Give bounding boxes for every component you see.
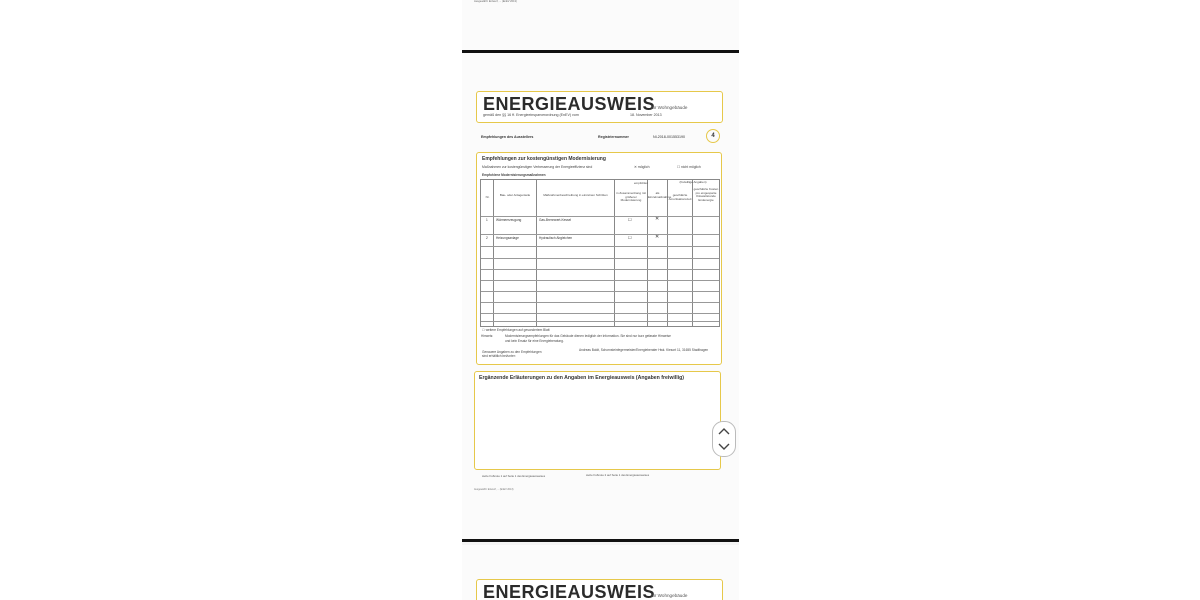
next-page-button[interactable] <box>713 439 735 455</box>
checkbox-possible: ✕ möglich <box>634 165 650 169</box>
recommendations-title: Empfehlungen zur kostengünstigen Modernisierung <box>482 156 606 162</box>
col-recommended: empfohlen <box>633 181 648 185</box>
page-previous <box>462 0 739 50</box>
footnote-2: siehe Fußnote 2 auf Seite 1 des Energieausweises <box>586 473 650 477</box>
col-optional: (freiwillige Angaben) <box>679 180 707 184</box>
col-amortization: geschätzte Amortisationszeit <box>668 193 692 201</box>
page-separator <box>462 539 739 542</box>
row-in-context-checkbox: ☐ <box>628 235 632 240</box>
chevron-up-icon <box>718 427 730 435</box>
row-nr: 2 <box>486 236 488 240</box>
more-info-label: Genauere Angaben zu den Empfehlungen sind erhältlich bei/unter: <box>482 350 542 359</box>
certificate-subtitle: für Wohngebäude <box>651 105 688 110</box>
issuer-recommendations-label: Empfehlungen des Ausstellers <box>481 135 534 139</box>
regulation-date: 18. November 2013 <box>630 113 662 117</box>
row-nr: 1 <box>486 218 488 222</box>
row-component: Heizungsanlage <box>496 236 519 240</box>
supplement-title: Ergänzende Erläuterungen zu den Angaben im Energieausweis (Angaben freiwillig) <box>479 375 685 381</box>
supplement-box <box>474 371 721 470</box>
registration-label: Registriernummer <box>598 135 629 139</box>
row-description: Hydraulisch Abgleichen <box>539 236 573 240</box>
certificate-title: ENERGIEAUSWEIS <box>483 94 656 114</box>
recommendations-table <box>480 179 720 327</box>
row-single-check: ✕ <box>655 234 660 240</box>
col-cost: geschätzte Kosten pro eingesparte Kilowattstunde Endenergie <box>693 187 719 202</box>
page-current <box>462 53 739 541</box>
registration-number: NI-2018-001553190 <box>653 135 685 139</box>
col-in-context: in Zusammenhang mit größerer Modernisierung <box>616 191 646 203</box>
certificate-title: ENERGIEAUSWEIS <box>483 582 656 600</box>
certificate-header <box>476 579 723 600</box>
footnote-1: siehe Fußnote 1 auf Seite 1 des Energieausweises <box>482 474 546 478</box>
recommendations-box <box>476 152 722 365</box>
hints-label: Hinweis: <box>481 334 494 338</box>
chevron-down-icon <box>718 443 730 451</box>
recommended-measures-label: Empfohlene Modernisierungsmaßnahmen <box>482 173 546 177</box>
possible-label: möglich <box>637 165 650 169</box>
further-recommendations: ☐ weitere Empfehlungen auf gesondertem Blatt <box>482 328 550 332</box>
col-description: Maßnahmenbeschreibung in einzelnen Schritten <box>543 193 608 197</box>
row-component: Wärmeerzeugung <box>496 218 522 222</box>
further-label: weitere Empfehlungen auf gesondertem Blatt <box>485 328 550 332</box>
page-next <box>462 545 739 600</box>
row-description: Gas-Brennwert-Kessel <box>539 218 572 222</box>
footer-tiny: Ausgewählt: Entwurf, ... (EnEV 2013) <box>474 488 514 491</box>
certificate-subtitle: für Wohngebäude <box>651 593 688 598</box>
certificate-header <box>476 91 723 123</box>
not-possible-label: nicht möglich <box>680 165 701 169</box>
hints-text: Modernisierungsempfehlungen für das Gebäude dienen lediglich der Information. Sie sind nur kurz gefasste Hinweise und kein Ersatz für eine Energieberatung. <box>505 334 671 343</box>
footer-tiny: Ausgewählt: Entwurf, ... (EnEV 2013) <box>474 0 517 3</box>
previous-page-button[interactable] <box>713 423 735 439</box>
issuer-address: Andreas Boldt, Schornsteinfegermeister/Energieberater Hwk. Kiesort 11, 31655 Stadthagen <box>579 348 709 352</box>
col-single: als Einzelmaßnahme <box>648 191 672 199</box>
col-nr: Nr. <box>485 195 490 199</box>
col-component: Bau- oder Anlagenteile <box>499 193 531 197</box>
measures-line: Maßnahmen zur kostengünstigen Verbesserung der Energieeffizienz sind <box>482 165 593 169</box>
regulation-text: gemäß den §§ 16 ff. Energieeinsparverordnung (EnEV) vom <box>483 113 579 117</box>
page-navigation <box>712 421 736 457</box>
row-in-context-checkbox: ☐ <box>628 217 632 222</box>
row-single-check: ✕ <box>655 216 660 222</box>
document-viewer[interactable] <box>462 0 739 600</box>
checkbox-not-possible: ☐ nicht möglich <box>677 165 701 169</box>
page-number-badge: 4 <box>706 129 720 143</box>
